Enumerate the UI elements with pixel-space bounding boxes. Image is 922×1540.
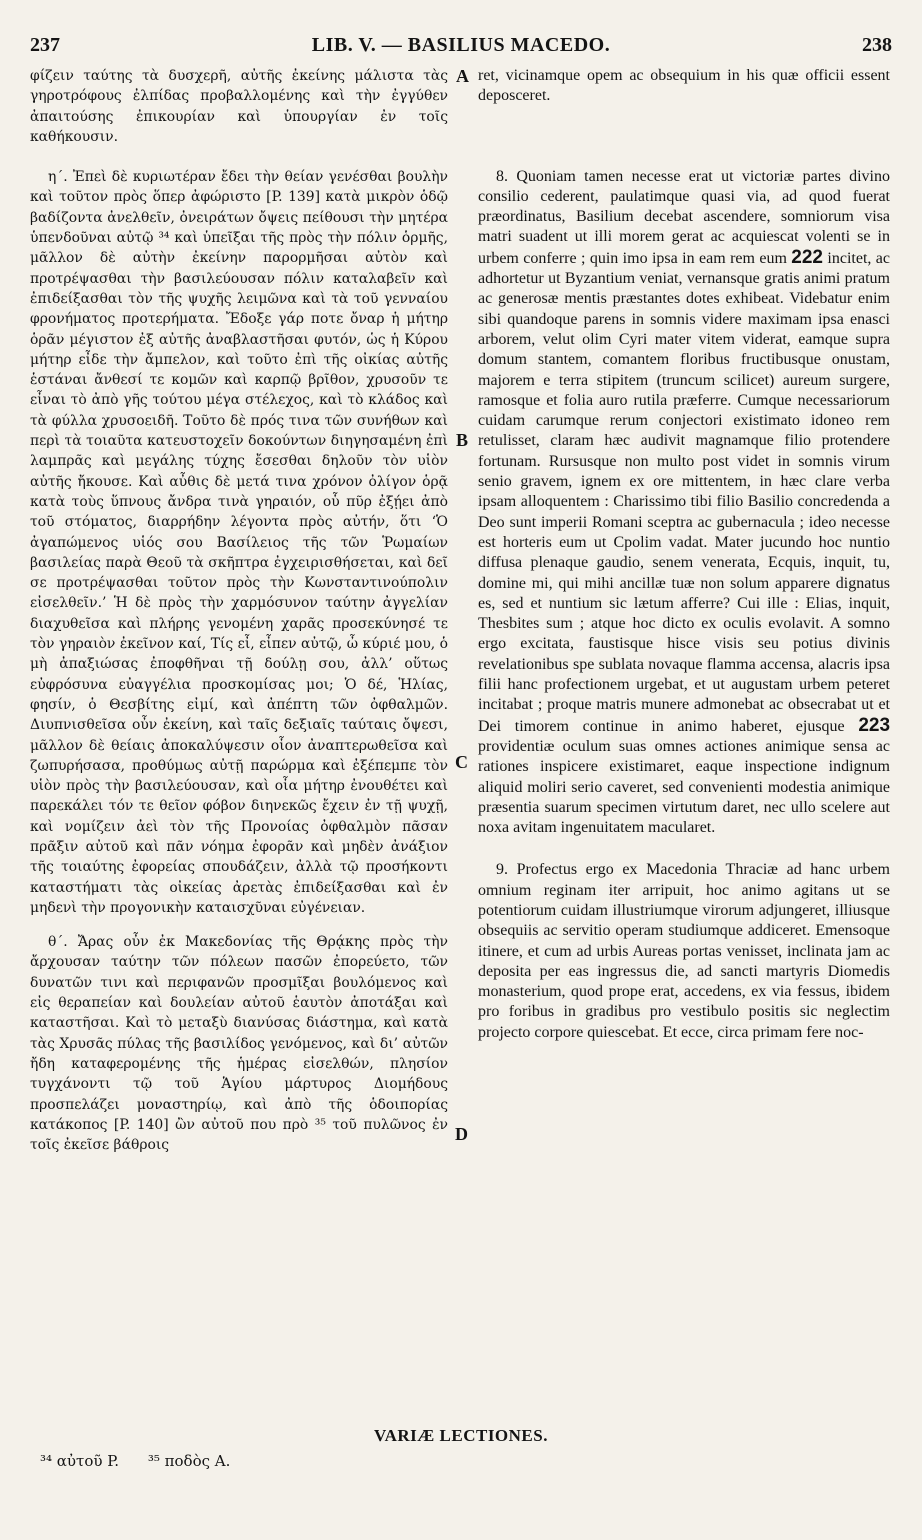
greek-paragraph: η΄. Ἐπεὶ δὲ κυριωτέραν ἔδει τὴν θείαν γενέσθαι βουλὴν καὶ τοῦτον πρὸς ὅπερ ἀφώριστο [P. 139] κατὰ μικρὸν ὁδῷ βαδίζοντα ἀνελθεῖν, ὀνειράτων ὄψεις πείθουσι τὴν μητέρα ὑπενδοῦναι αὐτῷ ³⁴ καὶ ὑπεῖξαι τῆς πρὸς τὴν πόλιν ὁρμῆς, μᾶλλον δὲ αὐτὴν ἐκείνην παρορμῆσαι αὐτὸν καὶ προτρέψασθαι τὴν βασιλεύουσαν πόλιν καταλαβεῖν καὶ ἐπιδείξασθαι τὸν τῆς ψυχῆς λειμῶνα καὶ τὰ τοῦ γενναίου φρονήματος προτερήματα. Ἔδοξε γάρ ποτε ὄναρ ἡ μήτηρ ὁρᾶν μέγιστον ἐξ αὐτῆς ἀναβλαστῆσαι φυτόν, ὡς ἡ Κύρου μήτηρ εἶδε τὴν ἄμπελον, καὶ τοῦτο ἐπὶ τῆς οἰκίας αὐτῆς ἑστάναι ἄνθεσί τε κομῶν καὶ καρπῷ βρῖθον, χρυσοῦν τε εἶναι τὸ ἀπὸ γῆς τούτου μέγα στέλεχος, καὶ τὸ κλάδος καὶ τὰ φύλλα χρυσοειδῆ. Τοῦτο δὲ πρός τινα τῶν συνήθων καὶ περὶ τὰ τοιαῦτα κατευστοχεῖν δοκούντων διηγησαμένη ἐπὶ λαμπρᾶς καὶ μεγάλης τύχης ἔσεσθαι δηλοῦν τὸν υἱὸν αὐτῆς ἤκουσε. Καὶ αὖθις δὲ μετά τινα χρόνον ὀλίγον ὁρᾷ κατὰ τοὺς ὕπνους ἄνδρα τινὰ γηραιόν, οὗ πῦρ ἐξῄει ἀπὸ τοῦ στόματος, διαρρήδην λέγοντα πρὸς αὐτήν, ὅτι ‘Ὁ ἀγαπώμενος υἱός σου Βασίλειος τῆς τῶν Ῥωμαίων βασιλείας παρὰ Θεοῦ τὰ σκῆπτρα ἐγχειρισθήσεται, καὶ δεῖ σε προτρέψασθαι τοῦτον πρὸς τὴν Κωνσταντινούπολιν εἰσελθεῖν.’ Ἡ δὲ πρὸς τὴν χαρμόσυνον ταύτην ἀγγελίαν διαχυθεῖσα καὶ πλήρης γενομένη χαρᾶς προσεκύνησέ τε τὸν γηραιὸν ἐκεῖνον καί, Τίς εἶ, εἶπεν αὐτῷ, ὦ κύριέ μου, ὁ μὴ ἀπαξιώσας ἐποφθῆναι τῇ δούλῃ σου, ἀλλ’ οὕτως εὐφρόσυνα εὐαγγέλια προσκομίσας μοι; Ὁ δέ, Ἡλίας, φησίν, ὁ Θεσβίτης εἰμί, καὶ ἀπέπτη τῶν ὀφθαλμῶν. Διυπνισθεῖσα οὖν ἐκείνη, καὶ ταῖς δεξιαῖς ταύταις ὄψεσι, μᾶλλον δὲ θείαις ἀποκαλύψεσιν οἷον ἀναπτερωθεῖσα καὶ ζωπυρήσασα, προθύμως αὐτῇ παρώρμα καὶ ἐξέπεμπε τὸν υἱὸν πρὸς τὴν βασιλεύουσαν, καὶ οἷα μήτηρ ἐνουθέτει καὶ παρεκάλει τόν τε θεῖον φόβον διηνεκῶς ἔχειν ἐν τῇ ψυχῇ, καὶ νομίζειν ἀεὶ τὸν τῆς Προνοίας ὀφθαλμὸν πᾶσαν πρᾶξιν αὐτοῦ καὶ πᾶν νόημα ἐφορᾶν καὶ μηδὲν ἀνάξιον τῆς τοιαύτης ἐφορείας σπουδάζειν, ἀλλὰ τῷ προσήκοντι καταστήματι τὰς οἰκείας ἀρετὰς ἐπιδείξασθαι καὶ ἐν μηδενὶ τὴν προγονικὴν καταισχῦναι εὐγένειαν.: [30, 169, 448, 916]
left-column-number: 237: [30, 34, 60, 56]
section-marker-b: B: [456, 430, 469, 450]
greek-column: [30, 66, 448, 1155]
original-page-number: 223: [858, 714, 891, 736]
variae-lectiones-heading: VARIÆ LECTIONES.: [374, 1426, 548, 1445]
right-column-number: 238: [862, 34, 892, 56]
page-header: [30, 34, 892, 62]
latin-paragraph: 9. Profectus ergo ex Macedonia Thraciæ ad hanc urbem omnium reginam iter arripuit, hoc animo agitans ut se potentiorum cuidam illustriumque virorum adjungeret, illiusque obsequiis ac servitio operam studiumque addiceret. Emensoque itinere, et cum ad urbis Aureas portas venisset, inclinata jam ac deposita per eas ingressus die, ad sancti martyris Diomedis monasterium, quod prope erat, accedens, ex via fessus, ibidem pro foribus in gradibus pro vestibulo positis sic neglectim projecto corpore quiescebat. Et ecce, circa primam fere noc-: [478, 861, 890, 1041]
running-title: LIB. V. — BASILIUS MACEDO.: [311, 34, 611, 56]
latin-column: [478, 66, 890, 1043]
greek-paragraph: φίζειν ταύτης τὰ δυσχερῆ, αὐτῆς ἐκείνης μάλιστα τὰς γηροτρόφους ἐλπίδας προβαλλομένης καὶ τὴν ἐγγύθεν ἀπαιτούσης ἐπικουρίαν καὶ ὑπουργίαν ἐν τοῖς καθήκουσιν.: [30, 68, 448, 145]
greek-paragraph: θ΄. Ἄρας οὖν ἐκ Μακεδονίας τῆς Θρᾴκης πρὸς τὴν ἄρχουσαν ταύτην τῶν πόλεων πασῶν ἐπορεύετο, τῶν δυνατῶν τινι καὶ περιφανῶν προσμῖξαι βουλόμενος καὶ εἰς θεραπείαν καὶ δουλείαν αὐτοῦ ἑαυτὸν ἀποτάξαι καὶ καταστῆσαι. Καὶ τὸ μεταξὺ διανύσας διάστημα, καὶ κατὰ τὰς Χρυσᾶς πύλας τῆς βασιλίδος γενόμενος, καὶ δι’ αὐτῶν ἤδη καταφερομένης τῆς ἡμέρας εἰσελθών, πλησίον τυγχάνοντι τῷ τοῦ Ἁγίου μάρτυρος Διομήδους προσπελάζει μοναστηρίῳ, καὶ ἀπὸ τῆς ὁδοιπορίας κατάκοπος [P. 140] ὢν αὐτοῦ που πρὸ ³⁵ τοῦ πυλῶνος ἐν τοῖς ἐκεῖσε βάθροις: [30, 934, 448, 1154]
latin-paragraph: 8. Quoniam tamen necesse erat ut victoriæ partes divino consilio cederent, paulatimque quasi via, ad quod fuerat præordinatus, Basilium decebat ascendere, somniorum visa matri suadent ut illi morem gerat ac acquiescat volenti se in urbem conferre ; quin imo ipsa in eam rem eum 222 incitet, ac adhortetur ut Byzantium veniat, vernansque gratis animi pratum ac generosæ mentis præstantes dotes exhibeat. Videbatur enim sibi quandoque parens in somnis videre maximam ipsa enasci arborem, velut olim Cyri mater vitem viderat, eamque supra domum stantem, comantem floribus fructibusque onustam, majorem e terra stipitem (truncum scilicet) aureum surgere, ramosque et folia auro rutila præferre. Cumque necessariorum cuidam carumque rerum conjectori existimato idoneo rem retulisset, claram hæc audivit magnamque filio protendere fortunam. Rursusque non multo post videt in somnis virum senio gravem, ignem ex ore mittentem, in hæc clare verba ipsam alloquentem : Charissimo tibi filio Basilio concredenda a Deo sunt imperii Romani sceptra ac gubernacula ; ideo necesse est horteris eum ut Cpolim vadat. Mater jucundo hoc nuntio diffusa plenaque gaudio, senem venerata, Ecquis, inquit, tu, domine mi, qui mihi ancillæ tuæ non solum apparere dignatus es, sed et nuntium sic lætum afferre? Cui ille : Elias, inquit, Thesbites sum ; atque hoc dicto ex oculis evolavit. A somno ergo excitata, faustisque hisce visis seu potius divinis revelationibus spe sublata novaque flamma accensa, alacris ipsa filii hanc profectionem urgebat, et ut augustam urbem peteret incitabat ; proque matris munere admonebat ac obsecrabat ut et Dei timorem continue in animo haberet, ejusque 223 providentiæ oculum suas omnes actiones animique sensa ac rationes inspicere existimaret, eaque inspectione indignum aliquid moliri serio caveret, sed convenienti modestia animique præsentia suarum specimen virtutum daret, nec ullo scelere aut noxa avitam ingenuitatem macularet.: [478, 167, 891, 837]
original-page-number: 222: [791, 246, 823, 268]
section-marker-a: A: [456, 66, 469, 86]
section-marker-c: C: [455, 752, 468, 772]
footnote-35: ³⁵ ποδὸς A.: [147, 1452, 231, 1470]
footnote-34: ³⁴ αὐτοῦ P.: [40, 1452, 120, 1470]
footnotes: [40, 1452, 254, 1470]
latin-paragraph: ret, vicinamque opem ac obsequium in his quæ officii essent deposceret.: [478, 67, 890, 105]
section-marker-d: D: [455, 1124, 468, 1144]
